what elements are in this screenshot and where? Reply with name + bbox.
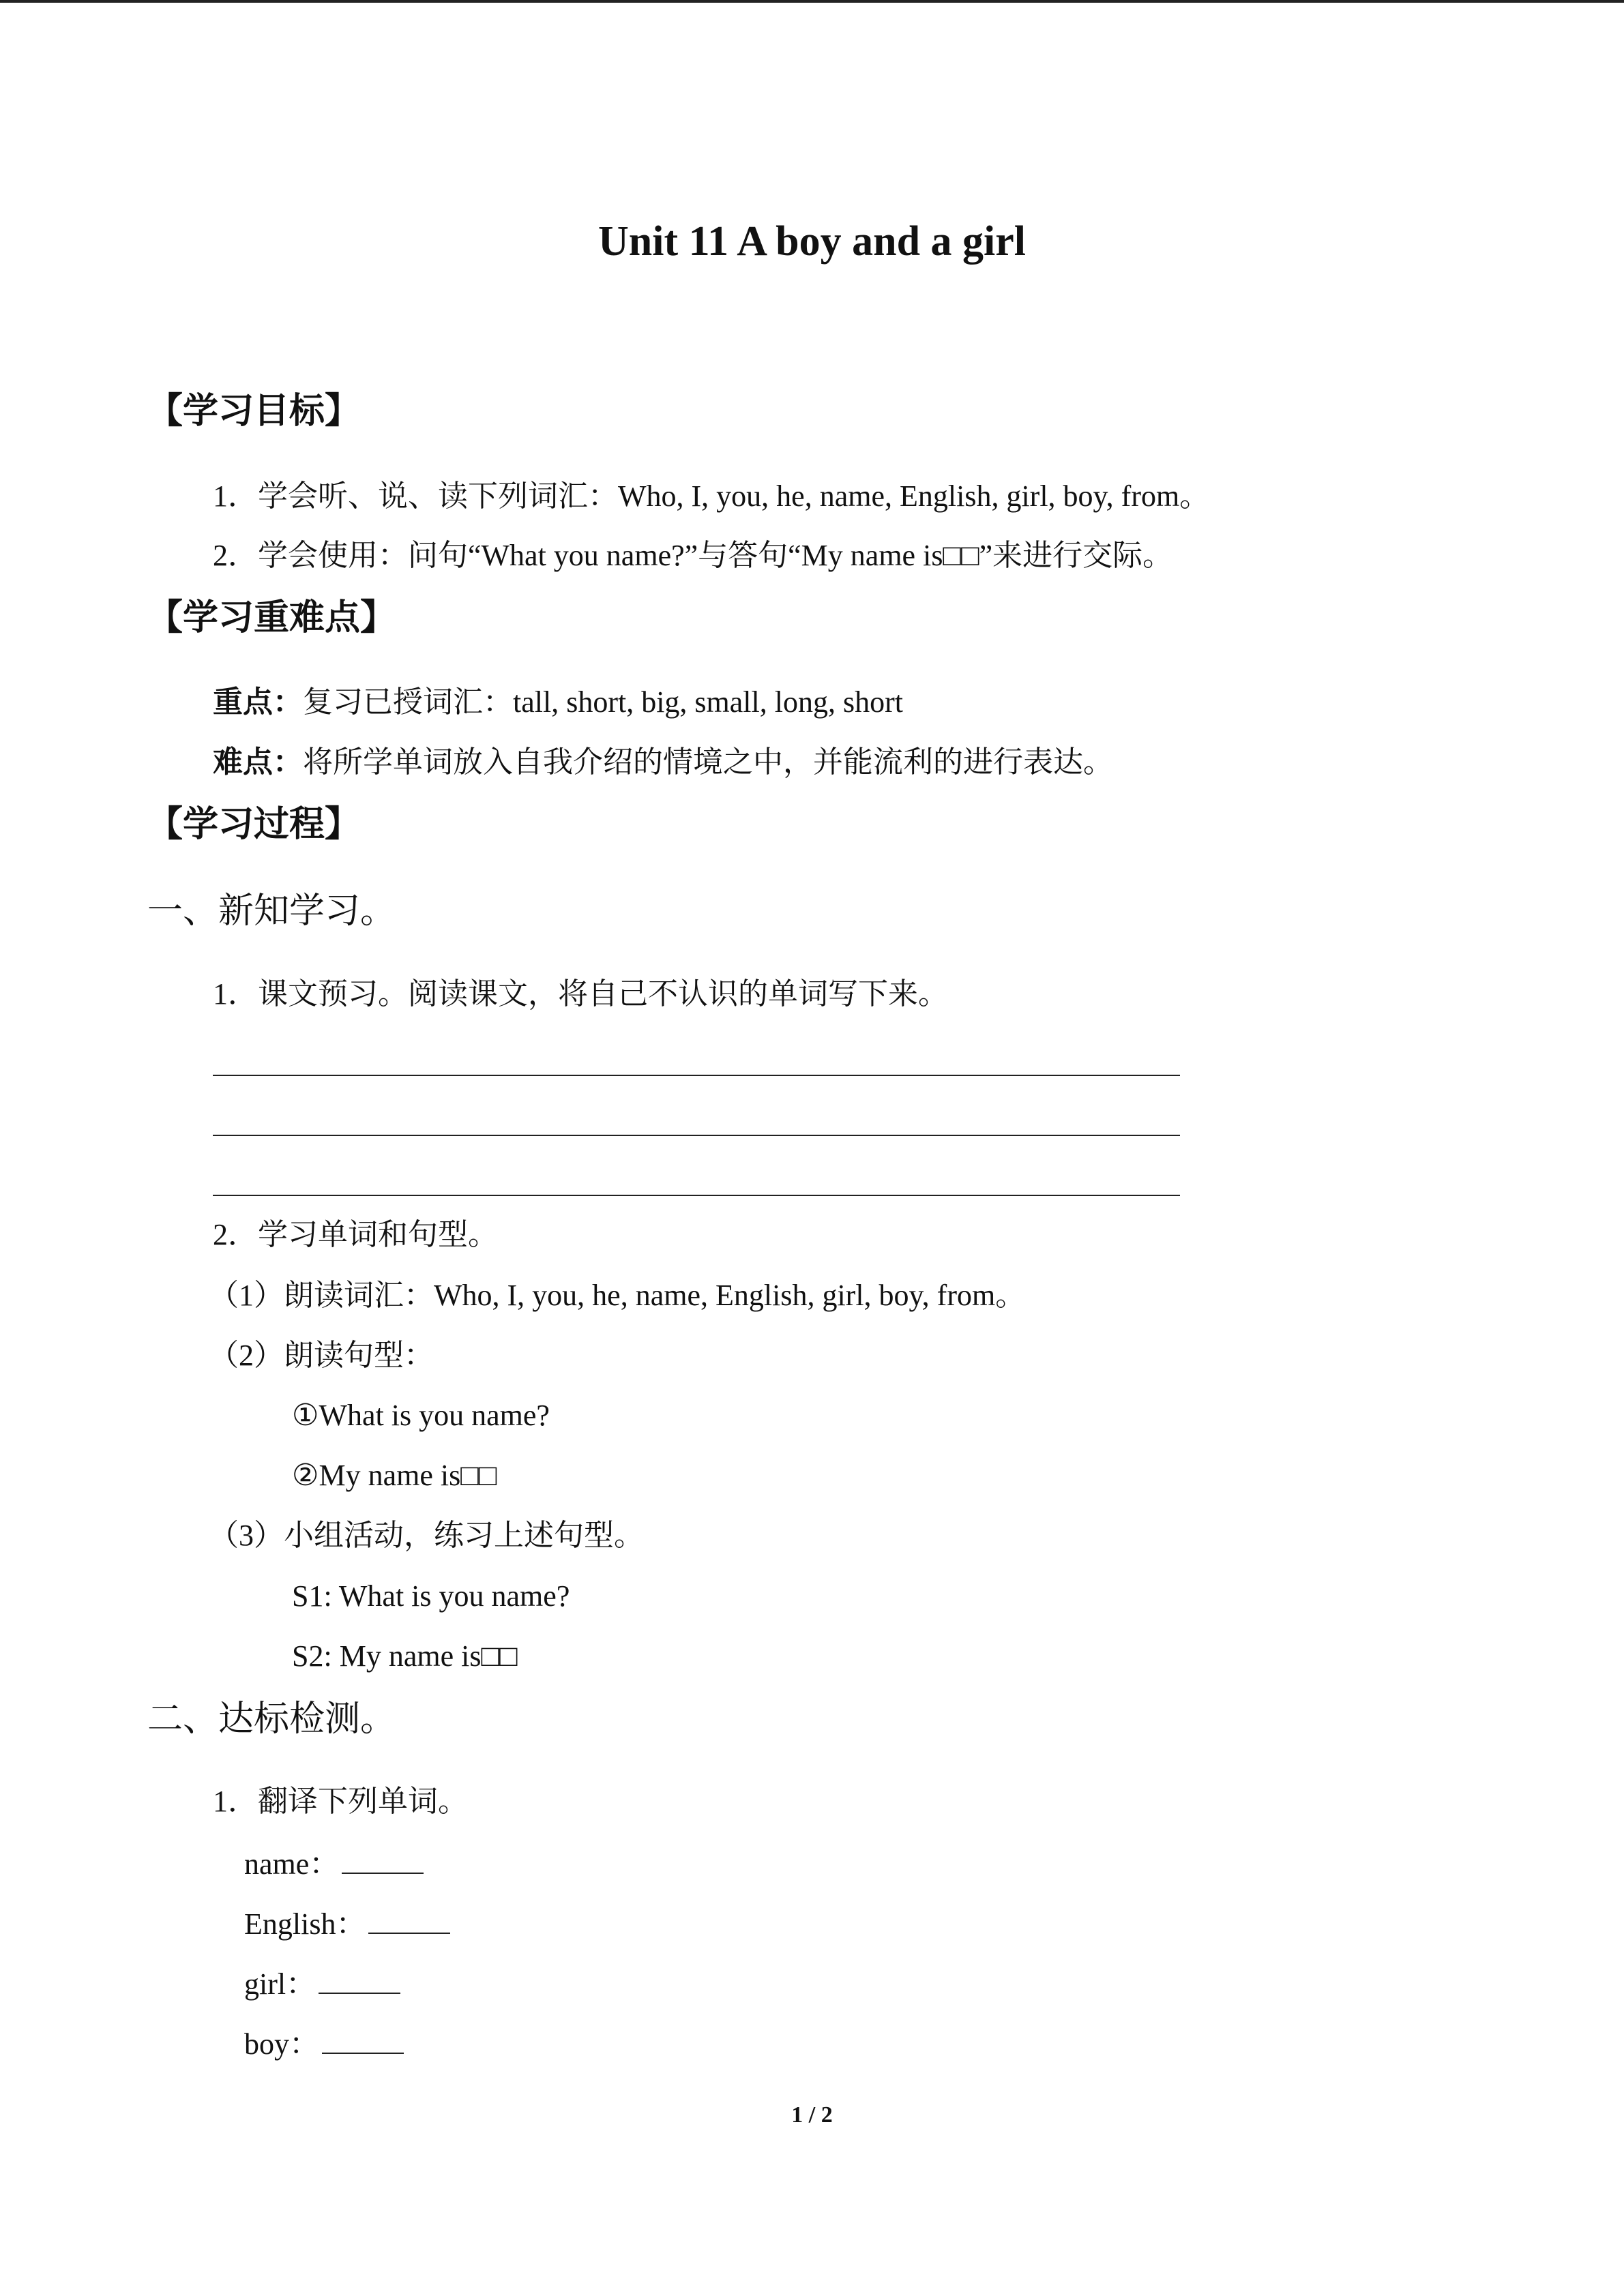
section-1-item-2: 2．学习单词和句型。 [213,1218,498,1251]
key-text: 复习已授词汇：tall, short, big, small, long, short [303,685,903,719]
difficulty-label: 难点： [213,745,303,779]
translate-word-name [244,1843,424,1883]
answer-blank[interactable] [322,2023,404,2054]
process-heading: 【学习过程】 [147,805,361,844]
word-label: boy： [244,2027,319,2061]
sub-item-3: （3）小组活动，练习上述句型。 [209,1519,644,1552]
word-label: English： [244,1907,366,1941]
translate-word-boy [244,2023,404,2063]
section-2-item-1: 1．翻译下列单词。 [213,1785,468,1818]
sub-item-1: （1）朗读词汇：Who, I, you, he, name, English, girl, boy, from。 [209,1279,1026,1312]
pattern-1: ①What is you name? [292,1399,550,1432]
answer-blank[interactable] [342,1843,424,1874]
section-2-title: 二、达标检测。 [147,1700,396,1739]
top-border-line [0,0,1624,3]
section-1-title: 一、新知学习。 [147,892,396,931]
key-label: 重点： [213,685,303,719]
keypoint-key [213,683,903,721]
objective-item-2: 2．学会使用：问句“What you name?”与答句“My name is□□”来进行交际。 [213,539,1173,572]
translate-word-english [244,1903,450,1943]
word-label: name： [244,1847,340,1881]
answer-line-3 [213,1195,1180,1196]
word-label: girl： [244,1967,316,2001]
answer-line-1 [213,1075,1180,1076]
keypoints-heading: 【学习重难点】 [147,599,396,638]
answer-line-2 [213,1135,1180,1136]
answer-blank[interactable] [368,1903,450,1934]
objective-item-1: 1．学会听、说、读下列词汇：Who, I, you, he, name, English, girl, boy, from。 [213,479,1210,513]
keypoint-difficulty [213,743,1113,781]
dialog-line-1: S1: What is you name? [292,1579,570,1613]
section-1-item-1: 1．课文预习。阅读课文，将自己不认识的单词写下来。 [213,977,948,1011]
sub-item-2: （2）朗读句型： [209,1339,434,1372]
objectives-heading: 【学习目标】 [147,392,361,431]
dialog-line-2: S2: My name is□□ [292,1639,518,1673]
page-title: Unit 11 A boy and a girl [597,218,1027,265]
answer-blank[interactable] [319,1963,400,1994]
difficulty-text: 将所学单词放入自我介绍的情境之中，并能流利的进行表达。 [303,745,1113,779]
page-number: 1 / 2 [791,2102,833,2128]
pattern-2: ②My name is□□ [292,1459,497,1492]
translate-word-girl [244,1963,400,2003]
